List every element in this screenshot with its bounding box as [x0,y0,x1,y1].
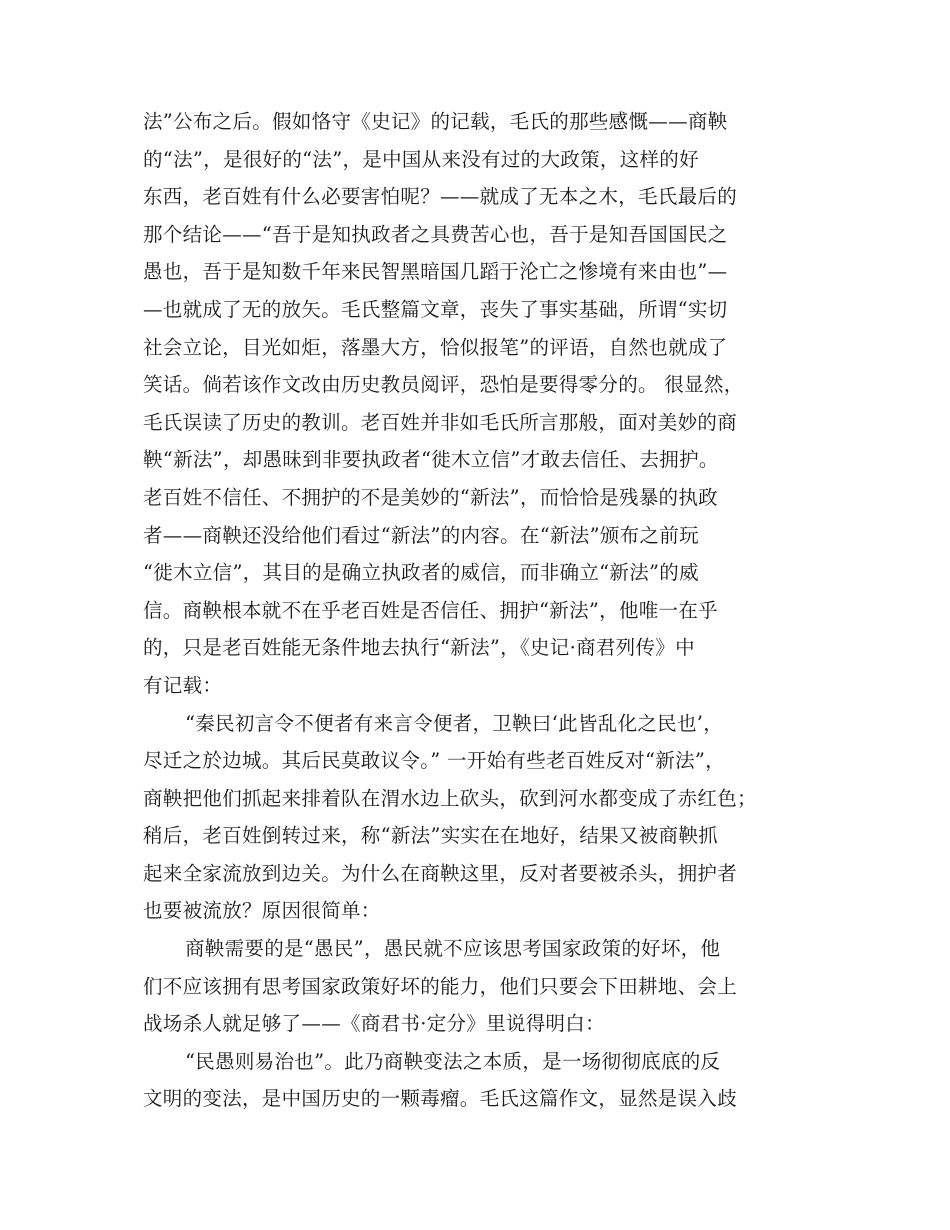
text-line: 商鞅需要的是“愚民”，愚民就不应该思考国家政策的好坏，他 [185,937,721,961]
text-line: “徙木立信”，其目的是确立执政者的威信，而非确立“新法”的威 [143,561,699,585]
text-line: 鞅“新法”，却愚昧到非要执政者“徙木立信”才敢去信任、去拥护。 [143,448,719,472]
text-line: 文明的变法，是中国历史的一颗毒瘤。毛氏这篇作文，显然是误入歧 [143,1087,738,1111]
text-line: 战场杀人就足够了——《商君书·定分》里说得明白： [143,1012,605,1036]
text-line: —也就成了无的放矢。毛氏整篇文章，丧失了事实基础，所谓“实切 [143,297,728,321]
text-line: 的“法”，是很好的“法”，是中国从来没有过的大政策，这样的好 [143,147,699,171]
text-line: 东西，老百姓有什么必要害怕呢？——就成了无本之木，毛氏最后的 [143,185,738,209]
text-line: 社会立论，目光如炬，落墨大方，恰似报笔”的评语，自然也就成了 [143,335,728,359]
text-line: 有记载： [143,673,223,697]
text-line: 商鞅把他们抓起来排着队在渭水边上砍头，砍到河水都变成了赤红色； [143,786,757,810]
text-line: 那个结论——“吾于是知执政者之具费苦心也，吾于是知吾国国民之 [143,222,728,246]
document-body [143,103,823,1118]
text-line: 起来全家流放到边关。为什么在商鞅这里，反对者要被杀头，拥护者 [143,861,738,885]
text-line: 者——商鞅还没给他们看过“新法”的内容。在“新法”颁布之前玩 [143,523,699,547]
text-line: 也要被流放？原因很简单： [143,899,381,923]
text-line: 的，只是老百姓能无条件地去执行“新法”，《史记·商君列传》中 [143,636,695,660]
text-line: 稍后，老百姓倒转过来，称“新法”实实在在地好，结果又被商鞅抓 [143,824,718,848]
text-line: 们不应该拥有思考国家政策好坏的能力，他们只要会下田耕地、会上 [143,974,738,998]
text-line: 法”公布之后。假如恪守《史记》的记载，毛氏的那些感慨——商鞅 [143,110,728,133]
text-line: 尽迁之於边城。其后民莫敢议令。” 一开始有些老百姓反对“新法”， [143,749,725,773]
text-line: “民愚则易治也”。此乃商鞅变法之本质，是一场彻彻底底的反 [185,1049,721,1073]
text-line: 愚也，吾于是知数千年来民智黑暗国几蹈于沦亡之惨境有来由也”— [143,260,728,284]
text-line: 笑话。倘若该作文改由历史教员阅评，恐怕是要得零分的。 很显然， [143,373,744,397]
text-line: “秦民初言令不便者有来言令便者，卫鞅曰‘此皆乱化之民也’， [185,711,724,735]
text-line: 老百姓不信任、不拥护的不是美妙的“新法”，而恰恰是残暴的执政 [143,485,718,509]
text-line: 毛氏误读了历史的教训。老百姓并非如毛氏所言那般，面对美妙的商 [143,410,738,434]
text-line: 信。商鞅根本就不在乎老百姓是否信任、拥护“新法”，他唯一在乎 [143,598,718,622]
